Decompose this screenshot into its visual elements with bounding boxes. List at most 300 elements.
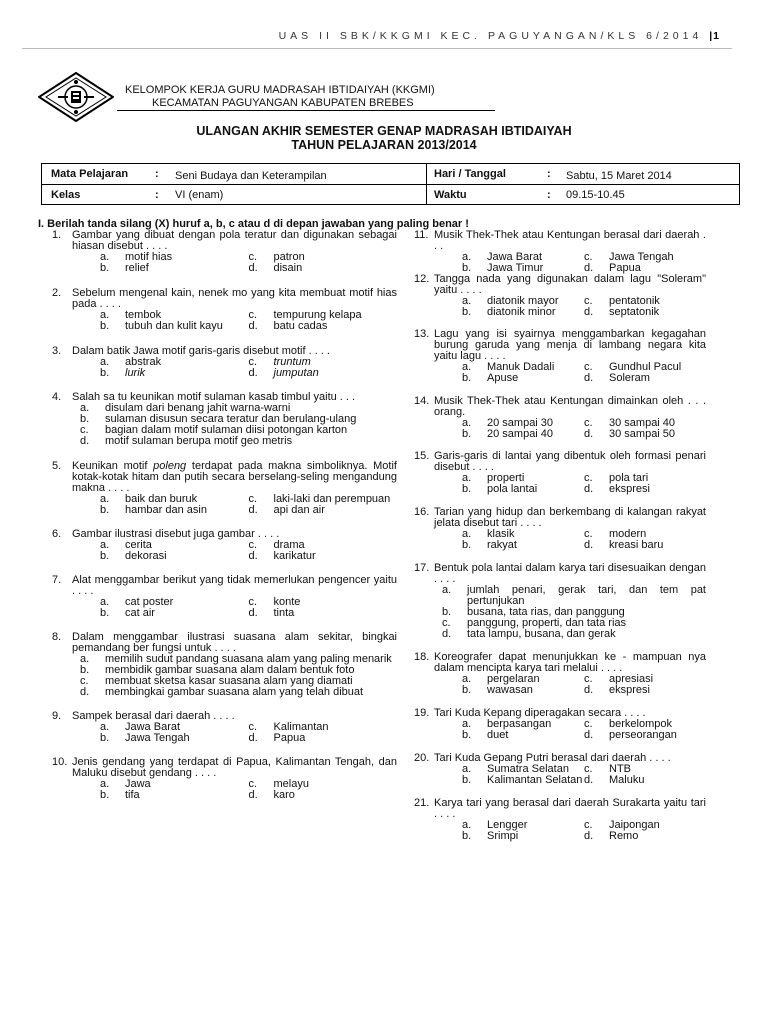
option-letter: a. — [462, 819, 472, 831]
option-text: cat poster — [125, 596, 174, 608]
questions-right-column — [414, 230, 706, 842]
question-number: 7. — [52, 574, 62, 586]
question-text-italic: poleng — [153, 460, 187, 472]
option-text: Jawa — [125, 778, 151, 790]
mapel-colon: : — [155, 168, 159, 180]
answer-option — [584, 307, 706, 318]
answer-option — [462, 307, 584, 318]
option-letter: b. — [462, 262, 472, 274]
option-text: api dan air — [273, 504, 325, 516]
option-text: laki-laki dan perempuan — [273, 493, 391, 505]
option-text: disain — [273, 262, 303, 274]
option-text: Manuk Dadali — [487, 361, 555, 373]
option-text: patron — [273, 251, 305, 263]
questions-left-column — [52, 230, 397, 801]
option-letter: a. — [100, 309, 110, 321]
option-letter: b. — [462, 729, 472, 741]
option-letter: c. — [584, 472, 593, 484]
question-text: Dalam menggambar ilustrasi suasana alam sekitar, bingkai pemandang ber fungsi untuk . . . . — [72, 631, 397, 654]
answer-option — [462, 373, 584, 384]
answer-option — [584, 685, 706, 696]
answer-option — [249, 722, 398, 733]
question-number: 10. — [52, 756, 68, 768]
option-letter: d. — [584, 262, 594, 274]
option-text: Papua — [609, 262, 641, 274]
option-text: Jawa Tengah — [609, 251, 674, 263]
answer-option — [100, 733, 249, 744]
answer-option — [249, 733, 398, 744]
question-item — [414, 451, 706, 495]
option-text: disulam dari benang jahit warna-warni — [105, 402, 291, 414]
option-letter: c. — [584, 251, 593, 263]
answer-option — [462, 775, 584, 786]
option-letter: d. — [248, 367, 258, 379]
option-letter: c. — [248, 309, 258, 321]
option-letter: d. — [248, 732, 258, 744]
option-text: bagian dalam motif sulaman diisi potongan karton — [105, 424, 348, 436]
exam-info-table — [41, 163, 740, 205]
organization-block — [125, 84, 435, 110]
question-number: 6. — [52, 528, 62, 540]
question-text: Alat menggambar berikut yang tidak memerlukan pengencer yaitu . . . . — [72, 574, 397, 597]
option-text: drama — [273, 539, 305, 551]
option-text: rakyat — [487, 539, 517, 551]
org-rule — [117, 110, 495, 111]
org-district: KECAMATAN PAGUYANGAN KABUPATEN BREBES — [152, 97, 414, 109]
answer-options — [434, 719, 706, 741]
answer-options — [72, 597, 397, 619]
question-item — [414, 798, 706, 842]
question-text: Lagu yang isi syairnya menggambarkan kegagahan burung garuda yang menja di lambang negara kita yaitu lagu . . . . — [434, 328, 706, 362]
option-letter: c. — [584, 295, 593, 307]
option-text: 30 sampai 40 — [609, 417, 676, 429]
option-text: Jawa Timur — [487, 262, 544, 274]
question-number: 11. — [414, 229, 429, 241]
option-text: hambar dan asin — [125, 504, 207, 516]
option-letter: a. — [462, 417, 472, 429]
answer-option — [584, 831, 706, 842]
question-item — [52, 575, 397, 619]
option-letter: a. — [462, 763, 472, 775]
answer-options — [434, 362, 706, 384]
option-letter: a. — [100, 493, 110, 505]
option-letter: b. — [462, 483, 472, 495]
option-text: karikatur — [273, 550, 316, 562]
answer-option — [100, 540, 249, 551]
page-number: |1 — [709, 30, 720, 42]
question-item — [414, 708, 706, 741]
option-letter: b. — [462, 684, 472, 696]
question-item — [414, 274, 706, 318]
option-letter: b. — [100, 367, 110, 379]
option-text: Jawa Tengah — [125, 732, 190, 744]
hari-label: Hari / Tanggal — [434, 168, 506, 180]
option-text: Jawa Barat — [125, 721, 181, 733]
option-letter: a. — [462, 528, 472, 540]
option-letter: b. — [462, 774, 472, 786]
answer-option — [584, 775, 706, 786]
option-letter: d. — [584, 428, 594, 440]
option-letter: b. — [100, 320, 110, 332]
option-text: pergelaran — [487, 673, 540, 685]
option-text: tempurung kelapa — [273, 309, 362, 321]
answer-option — [462, 484, 584, 495]
answer-options — [434, 473, 706, 495]
question-number: 20. — [414, 752, 430, 764]
option-text: ekspresi — [609, 684, 650, 696]
waktu-colon: : — [547, 189, 551, 201]
kkgmi-logo — [38, 72, 114, 122]
option-letter: d. — [584, 684, 594, 696]
question-text: Tarian yang hidup dan berkembang di kalangan rakyat jelata disebut tari . . . . — [434, 506, 706, 529]
answer-option — [249, 790, 398, 801]
answer-options — [72, 779, 397, 801]
option-letter: d. — [248, 607, 258, 619]
option-text: kreasi baru — [609, 539, 664, 551]
option-text: properti — [487, 472, 525, 484]
question-text: Musik Thek-Thek atau Kentungan dimainkan oleh . . . orang. — [434, 395, 706, 418]
answer-options — [434, 674, 706, 696]
answer-option — [249, 263, 398, 274]
question-text: Tangga nada yang digunakan dalam lagu "Soleram" yaitu . . . . — [434, 273, 706, 296]
answer-option — [584, 730, 706, 741]
option-letter: b. — [462, 428, 472, 440]
mapel-value: Seni Budaya dan Keterampilan — [175, 170, 327, 182]
option-letter: d. — [248, 504, 258, 516]
answer-options — [434, 820, 706, 842]
option-text: membingkai gambar suasana alam yang telah dibuat — [105, 686, 364, 698]
question-number: 12. — [414, 273, 430, 285]
hari-colon: : — [547, 168, 551, 180]
answer-option — [249, 540, 398, 551]
option-text: septatonik — [609, 306, 660, 318]
question-number: 13. — [414, 328, 430, 340]
option-letter: b. — [80, 413, 90, 425]
option-text: Srimpi — [487, 830, 519, 842]
option-text: perseorangan — [609, 729, 677, 741]
answer-option — [462, 719, 584, 730]
question-number: 17. — [414, 562, 430, 574]
question-number: 16. — [414, 506, 430, 518]
option-text: panggung, properti, dan tata rias — [467, 617, 627, 629]
answer-options — [72, 252, 397, 274]
answer-option — [100, 608, 249, 619]
option-text: Jaipongan — [609, 819, 660, 831]
answer-option — [584, 540, 706, 551]
option-letter: c. — [248, 596, 258, 608]
question-text: Sampek berasal dari daerah . . . . — [72, 710, 235, 722]
option-text: motif hias — [125, 251, 173, 263]
kelas-colon: : — [155, 189, 159, 201]
option-text: Jawa Barat — [487, 251, 543, 263]
option-letter: c. — [248, 251, 258, 263]
option-letter: a. — [80, 653, 90, 665]
option-text: melayu — [273, 778, 309, 790]
question-text: Musik Thek-Thek atau Kentungan berasal dari daerah . . . — [434, 229, 706, 252]
hari-value: Sabtu, 15 Maret 2014 — [566, 170, 672, 182]
question-item — [414, 563, 706, 640]
option-letter: c. — [248, 539, 258, 551]
question-item — [52, 757, 397, 801]
option-text: tinta — [273, 607, 295, 619]
option-letter: a. — [462, 361, 472, 373]
option-text: tubuh dan kulit kayu — [125, 320, 223, 332]
option-text: Remo — [609, 830, 639, 842]
option-letter: b. — [100, 607, 110, 619]
option-letter: c. — [80, 424, 89, 436]
answer-option — [584, 252, 706, 263]
option-letter: d. — [584, 774, 594, 786]
option-letter: c. — [248, 356, 258, 368]
answer-option — [249, 505, 398, 516]
question-item — [52, 711, 397, 744]
option-text: busana, tata rias, dan panggung — [467, 606, 625, 618]
answer-options — [72, 654, 397, 698]
option-text: diatonik mayor — [487, 295, 559, 307]
option-letter: c. — [584, 763, 593, 775]
option-letter: d. — [248, 789, 258, 801]
answer-option — [462, 820, 584, 831]
question-item — [414, 329, 706, 384]
option-text: jumlah penari, gerak tari, dan tem pat pertunjukan — [467, 584, 706, 607]
org-name: KELOMPOK KERJA GURU MADRASAH IBTIDAIYAH (KKGMI) — [125, 84, 435, 96]
option-text: wawasan — [487, 684, 533, 696]
answer-option — [249, 368, 398, 379]
question-number: 5. — [52, 460, 62, 472]
option-text: Sumatra Selatan — [487, 763, 569, 775]
option-text: cat air — [125, 607, 155, 619]
exam-title: ULANGAN AKHIR SEMESTER GENAP MADRASAH IBTIDAIYAH — [196, 124, 572, 138]
question-text: Karya tari yang berasal dari daerah Surakarta yaitu tari . . . . — [434, 797, 706, 820]
option-letter: c. — [584, 528, 593, 540]
question-item — [414, 652, 706, 696]
option-letter: d. — [584, 539, 594, 551]
answer-option — [100, 357, 249, 368]
option-text: Papua — [273, 732, 306, 744]
question-text: Dalam batik Jawa motif garis-garis disebut motif . . . . — [72, 345, 330, 357]
question-text: Keunikan motif poleng terdapat pada makna simboliknya. Motif kotak-kotak hitam dan putih secara berselang-seling mengandung makna . . . . — [72, 460, 397, 494]
answer-option — [249, 608, 398, 619]
option-letter: c. — [80, 675, 89, 687]
answer-options — [434, 252, 706, 274]
option-letter: b. — [462, 372, 472, 384]
option-letter: a. — [100, 721, 110, 733]
option-text: baik dan buruk — [125, 493, 198, 505]
question-item — [414, 507, 706, 551]
question-text: Tari Kuda Kepang diperagakan secara . . . . — [434, 707, 646, 719]
option-text: konte — [273, 596, 301, 608]
question-item — [52, 346, 397, 379]
answer-option — [100, 321, 249, 332]
option-text: ekspresi — [609, 483, 650, 495]
option-text: Maluku — [609, 774, 645, 786]
option-letter: d. — [248, 320, 258, 332]
option-letter: b. — [80, 664, 90, 676]
option-letter: b. — [462, 830, 472, 842]
option-text: klasik — [487, 528, 515, 540]
answer-options — [434, 764, 706, 786]
option-text: Kalimantan Selatan — [487, 774, 583, 786]
answer-option — [100, 263, 249, 274]
option-letter: d. — [584, 483, 594, 495]
option-letter: d. — [584, 729, 594, 741]
option-text: lurik — [125, 367, 146, 379]
question-item — [52, 288, 397, 332]
question-number: 3. — [52, 345, 62, 357]
answer-option — [249, 321, 398, 332]
answer-option — [462, 529, 584, 540]
option-text: memilih sudut pandang suasana alam yang paling menarik — [105, 653, 392, 665]
option-text: Gundhul Pacul — [609, 361, 682, 373]
answer-option — [462, 831, 584, 842]
option-text: membidik gambar suasana alam dalam bentuk foto — [105, 664, 355, 676]
kelas-label: Kelas — [51, 189, 81, 201]
option-letter: c. — [248, 721, 258, 733]
option-letter: b. — [100, 262, 110, 274]
question-number: 15. — [414, 450, 430, 462]
answer-option — [100, 551, 249, 562]
question-text: Tari Kuda Gepang Putri berasal dari daerah . . . . — [434, 752, 671, 764]
question-item — [52, 230, 397, 274]
option-text: modern — [609, 528, 647, 540]
answer-option — [100, 252, 249, 263]
question-item — [52, 392, 397, 447]
option-letter: c. — [584, 361, 593, 373]
answer-option — [462, 429, 584, 440]
option-letter: b. — [100, 732, 110, 744]
option-letter: d. — [248, 550, 258, 562]
question-text: Bentuk pola lantai dalam karya tari disesuaikan dengan . . . . — [434, 562, 706, 585]
option-letter: d. — [442, 628, 452, 640]
waktu-value: 09.15-10.45 — [566, 189, 625, 201]
question-number: 19. — [414, 707, 430, 719]
option-letter: a. — [100, 251, 110, 263]
question-text: Salah sa tu keunikan motif sulaman kasab timbul yaitu . . . — [72, 391, 356, 403]
option-letter: b. — [100, 504, 110, 516]
option-letter: b. — [462, 539, 472, 551]
answer-option — [100, 368, 249, 379]
option-text: pentatonik — [609, 295, 660, 307]
option-text: pola lantai — [487, 483, 538, 495]
question-text: Gambar ilustrasi disebut juga gambar . . . . — [72, 528, 280, 540]
answer-options — [434, 529, 706, 551]
option-text: karo — [273, 789, 295, 801]
option-text: berpasangan — [487, 718, 552, 730]
answer-options — [72, 310, 397, 332]
option-text: membuat sketsa kasar suasana alam yang diamati — [105, 675, 353, 687]
option-text: 20 sampai 30 — [487, 417, 554, 429]
instruction: I. Berilah tanda silang (X) huruf a, b, c atau d di depan jawaban yang paling benar ! — [38, 218, 469, 230]
option-text: tembok — [125, 309, 162, 321]
question-number: 18. — [414, 651, 430, 663]
question-item — [52, 632, 397, 698]
question-text: Garis-garis di lantai yang dibentuk oleh formasi penari disebut . . . . — [434, 450, 706, 473]
option-text: jumputan — [273, 367, 319, 379]
question-item — [414, 230, 706, 274]
question-text: Jenis gendang yang terdapat di Papua, Kalimantan Tengah, dan Maluku disebut gendang . . . . — [72, 756, 397, 779]
option-text: 20 sampai 40 — [487, 428, 554, 440]
question-number: 8. — [52, 631, 62, 643]
option-text: pola tari — [609, 472, 649, 484]
option-letter: d. — [80, 435, 90, 447]
answer-option — [249, 597, 398, 608]
option-text: batu cadas — [273, 320, 328, 332]
option-text: Apuse — [487, 372, 519, 384]
option-text: motif sulaman berupa motif geo metris — [105, 435, 293, 447]
option-text: duet — [487, 729, 509, 741]
option-text: apresiasi — [609, 673, 654, 685]
question-text: Koreografer dapat menunjukkan ke - mampuan nya dalam mencipta karya tari melalui . . . . — [434, 651, 706, 674]
option-text: berkelompok — [609, 718, 672, 730]
question-item — [414, 396, 706, 440]
exam-year: TAHUN PELAJARAN 2013/2014 — [291, 138, 477, 152]
option-letter: b. — [442, 606, 452, 618]
kelas-value: VI (enam) — [175, 189, 224, 201]
option-letter: a. — [462, 251, 472, 263]
option-letter: c. — [248, 778, 258, 790]
option-text: Lengger — [487, 819, 528, 831]
option-letter: d. — [80, 686, 90, 698]
option-letter: c. — [584, 417, 593, 429]
option-letter: d. — [584, 830, 594, 842]
option-letter: a. — [100, 778, 110, 790]
option-text: abstrak — [125, 356, 162, 368]
answer-option — [584, 484, 706, 495]
answer-options — [434, 585, 706, 640]
question-text: Gambar yang dibuat dengan pola teratur dan digunakan sebagai hiasan disebut . . . . — [72, 229, 397, 252]
option-text: 30 sampai 50 — [609, 428, 676, 440]
option-letter: c. — [584, 819, 593, 831]
answer-options — [72, 403, 397, 447]
option-letter: b. — [100, 789, 110, 801]
header-rule — [22, 48, 732, 49]
answer-option — [584, 820, 706, 831]
option-text: Soleram — [609, 372, 650, 384]
answer-option — [584, 373, 706, 384]
option-letter: d. — [248, 262, 258, 274]
option-text: tifa — [125, 789, 140, 801]
answer-option — [442, 585, 706, 607]
option-letter: c. — [584, 673, 593, 685]
option-text: tata lampu, busana, dan gerak — [467, 628, 616, 640]
answer-options — [72, 357, 397, 379]
answer-option — [80, 436, 397, 447]
option-letter: a. — [100, 539, 110, 551]
answer-option — [462, 540, 584, 551]
answer-options — [72, 540, 397, 562]
answer-option — [462, 685, 584, 696]
answer-option — [100, 790, 249, 801]
answer-option — [100, 779, 249, 790]
question-number: 4. — [52, 391, 62, 403]
waktu-label: Waktu — [434, 189, 467, 201]
answer-option — [584, 429, 706, 440]
mapel-label: Mata Pelajaran — [51, 168, 129, 180]
question-item — [414, 753, 706, 786]
option-letter: b. — [100, 550, 110, 562]
answer-option — [249, 357, 398, 368]
option-letter: a. — [462, 472, 472, 484]
question-number: 2. — [52, 287, 62, 299]
option-letter: b. — [462, 306, 472, 318]
answer-option — [249, 779, 398, 790]
option-letter: a. — [462, 295, 472, 307]
option-letter: a. — [462, 718, 472, 730]
question-number: 14. — [414, 395, 430, 407]
option-letter: a. — [100, 356, 110, 368]
option-letter: d. — [584, 306, 594, 318]
answer-option — [80, 687, 397, 698]
